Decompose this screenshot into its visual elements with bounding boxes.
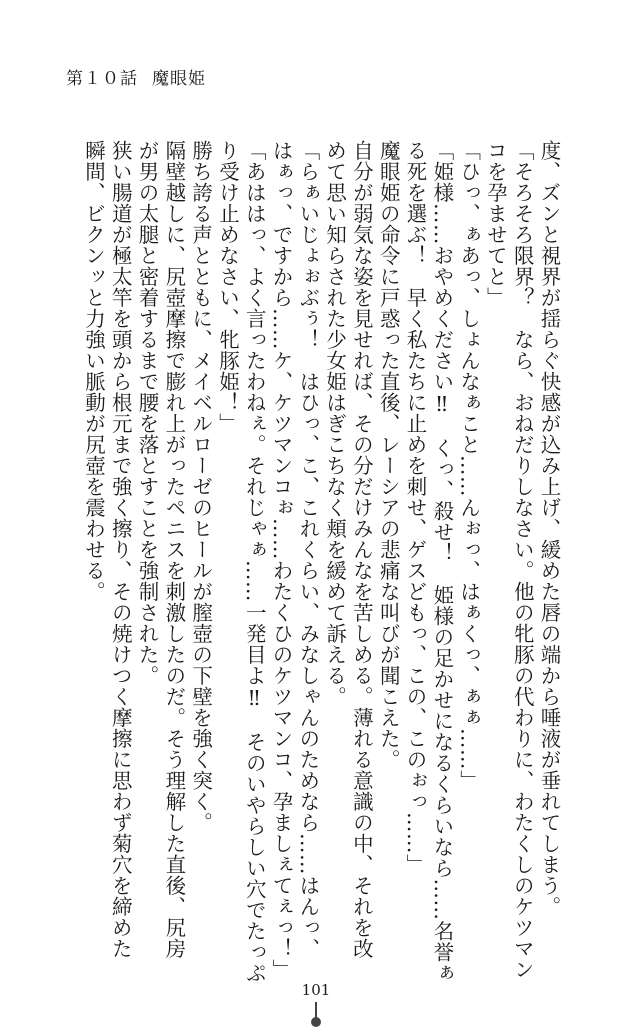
chapter-number: 第１０話 bbox=[66, 69, 138, 89]
text-line: 自分が弱気な姿を見せれば、その分だけみんなを苦しめる。薄れる意識の中、それを改 bbox=[349, 140, 374, 959]
text-line: 魔眼姫の命令に戸惑った直後、レーシアの悲痛な叫びが聞こえた。 bbox=[376, 140, 401, 770]
text-line: 「姫様……おやめください‼ くっ、殺せ！ 姫様の足かせになるくらいなら……名誉ぁ bbox=[429, 140, 454, 984]
text-line: 「あははっ、よく言ったわねぇ。それじゃぁ……一発目よ‼ そのいやらしい穴でたっぷ bbox=[242, 140, 267, 984]
text-line: が男の太腿と密着するまで腰を落とすことを強制された。 bbox=[135, 140, 160, 686]
text-line: 狭い腸道が極太竿を頭から根元まで強く擦り、その焼けつく摩擦に思わず菊穴を締めた bbox=[108, 140, 133, 959]
page-number: 101 bbox=[301, 981, 331, 999]
text-line: めて思い知らされた少女姫はぎこちなく頬を緩めて訴える。 bbox=[322, 140, 347, 707]
text-line: 度、ズンと視界が揺らぐ快感が込み上げ、緩めた唇の端から唾液が垂れてしまう。 bbox=[537, 140, 561, 917]
text-line: 瞬間、ビクンッと力強い脈動が尻壺を震わせる。 bbox=[81, 140, 106, 602]
text-line: 「ひっ、ぁあっ、しょんなぁこと……んぉっ、はぁくっ、ぁぁ……」 bbox=[456, 140, 481, 791]
text-line: り受け止めなさい、牝豚姫！」 bbox=[215, 140, 240, 434]
chapter-title: 魔眼姫 bbox=[152, 69, 206, 89]
vertical-body-text bbox=[80, 140, 562, 984]
text-line: 「らぁいじょぉぶぅ！ はひっ、こ、これくらい、みなしゃんのためなら……はんっ、 bbox=[295, 140, 320, 959]
text-line: 「そろそろ限界？ なら、おねだりしなさい。他の牝豚の代わりに、わたくしのケツマン bbox=[510, 140, 535, 980]
text-line: はぁっ、ですから……ケ、ケツマンコぉ……わたくひのケツマンコ、孕ましぇてぇっ！」 bbox=[269, 140, 294, 980]
running-header bbox=[66, 64, 206, 89]
text-line: コを孕ませてと」 bbox=[483, 140, 508, 308]
text-line: 勝ち誇る声とともに、メイベルローゼのヒールが膣壺の下壁を強く突く。 bbox=[188, 140, 213, 833]
page-marker-dot bbox=[311, 1017, 321, 1027]
text-line: る死を選ぶ！ 早く私たちに止めを刺せ、ゲスどもっ、この、このぉっ……」 bbox=[403, 140, 428, 875]
text-line: 隔壁越しに、尻壺摩擦で膨れ上がったペニスを刺激したのだ。そう理解した直後、尻房 bbox=[161, 140, 186, 959]
